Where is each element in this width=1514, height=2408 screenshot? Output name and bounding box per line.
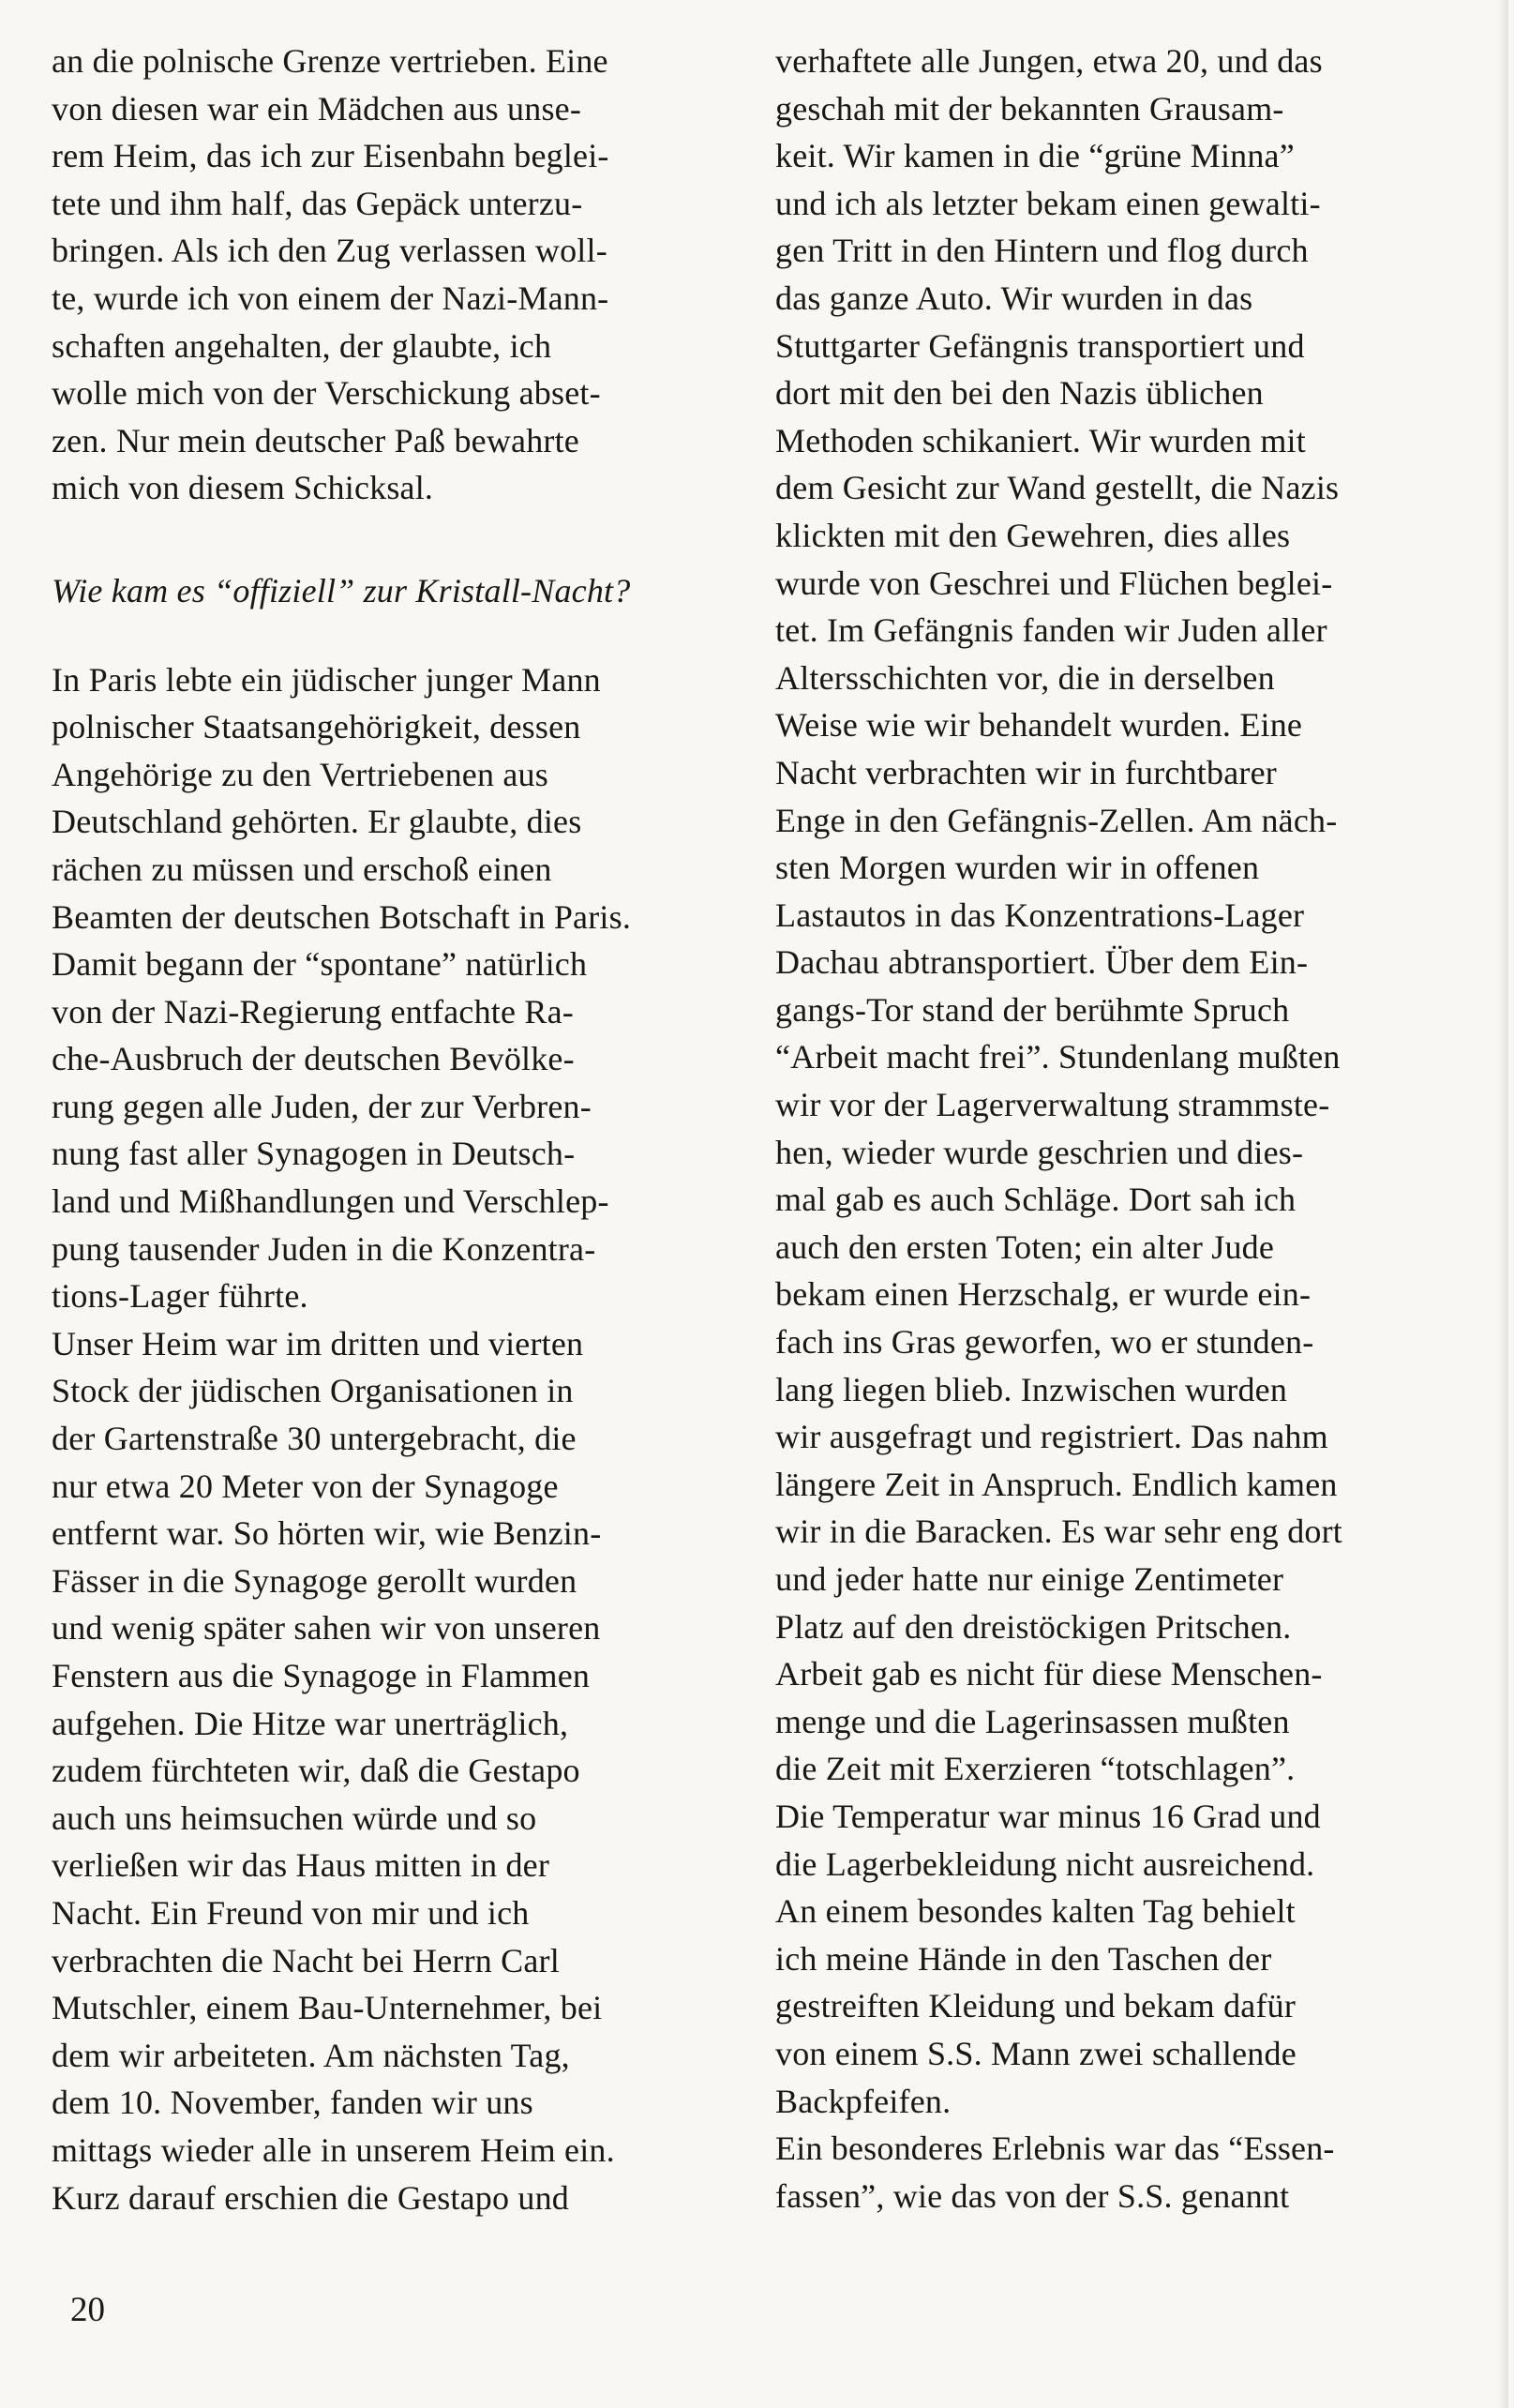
text-line: klickten mit den Gewehren, dies alles <box>775 516 1291 554</box>
text-line: verbrachten die Nacht bei Herrn Carl <box>52 1941 560 1979</box>
text-line: Arbeit gab es nicht für diese Menschen- <box>775 1655 1323 1693</box>
text-line: Enge in den Gefängnis-Zellen. Am näch- <box>775 801 1338 839</box>
text-line: dort mit den bei den Nazis üblichen <box>775 374 1264 413</box>
text-line: an die polnische Grenze vertrieben. Eine <box>52 42 608 80</box>
text-line: wir vor der Lagerverwaltung strammste- <box>775 1086 1330 1124</box>
page-number: 20 <box>70 2291 105 2329</box>
text-column-right <box>775 38 1434 2220</box>
text-line: wir in die Baracken. Es war sehr eng dort <box>775 1513 1342 1551</box>
text-line: rächen zu müssen und erschoß einen <box>52 850 552 888</box>
text-line: von einem S.S. Mann zwei schallende <box>775 2034 1297 2072</box>
text-line: mich von diesem Schicksal. <box>52 469 434 507</box>
text-line: Nacht verbrachten wir in furchtbarer <box>775 753 1277 791</box>
text-line: auch den ersten Toten; ein alter Jude <box>775 1227 1275 1266</box>
text-line: hen, wieder wurde geschrien und dies- <box>775 1133 1304 1171</box>
scan-edge-shadow <box>1497 0 1508 2408</box>
text-line: Beamten der deutschen Botschaft in Paris. <box>52 897 632 936</box>
text-line: mittags wieder alle in unserem Heim ein. <box>52 2130 615 2169</box>
paragraph <box>775 38 1434 2125</box>
text-line: Fässer in die Synagoge gerollt wurden <box>52 1561 577 1600</box>
text-line: Fenstern aus die Synagoge in Flammen <box>52 1657 591 1694</box>
text-line: Weise wie wir behandelt wurden. Eine <box>775 706 1303 745</box>
text-line: Dachau abtransportiert. Über dem Ein- <box>775 943 1309 982</box>
text-line: Backpfeifen. <box>775 2082 952 2120</box>
text-line: In Paris lebte ein jüdischer junger Mann <box>52 660 601 699</box>
text-line: tete und ihm half, das Gepäck unterzu- <box>52 184 583 222</box>
text-line: mal gab es auch Schläge. Dort sah ich <box>775 1181 1297 1219</box>
text-line: Mutschler, einem Bau-Unternehmer, bei <box>52 1989 603 2027</box>
text-line: fach ins Gras geworfen, wo er stunden- <box>775 1323 1314 1362</box>
text-line: das ganze Auto. Wir wurden in das <box>775 278 1253 317</box>
text-line: Kurz darauf erschien die Gestapo und <box>52 2178 569 2217</box>
text-line: Stock der jüdischen Organisationen in <box>52 1372 574 1410</box>
text-line: sten Morgen wurden wir in offenen <box>775 849 1260 887</box>
text-line: te, wurde ich von einem der Nazi-Mann- <box>52 278 609 317</box>
text-line: von diesen war ein Mädchen aus unse- <box>52 89 582 128</box>
text-line: Lastautos in das Konzentrations-Lager <box>775 895 1305 934</box>
text-line: lang liegen blieb. Inzwischen wurden <box>775 1370 1288 1408</box>
text-line: ich meine Hände in den Taschen der <box>775 1939 1272 1978</box>
text-line: dem Gesicht zur Wand gestellt, die Nazis <box>775 469 1340 507</box>
text-line: pung tausender Juden in die Konzentra- <box>52 1229 596 1268</box>
text-line: Unser Heim war im dritten und vierten <box>52 1324 584 1362</box>
text-line: zudem fürchteten wir, daß die Gestapo <box>52 1752 580 1790</box>
text-line: fassen”, wie das von der S.S. genannt <box>775 2176 1290 2215</box>
text-line: che-Ausbruch der deutschen Bevölke- <box>52 1040 575 1078</box>
text-line: wolle mich von der Verschickung abset- <box>52 374 601 413</box>
text-line: längere Zeit in Anspruch. Endlich kamen <box>775 1465 1338 1503</box>
text-line: die Lagerbekleidung nicht ausreichend. <box>775 1844 1315 1883</box>
text-line: “Arbeit macht frei”. Stundenlang mußten <box>775 1038 1341 1076</box>
text-line: entfernt war. So hörten wir, wie Benzin- <box>52 1514 602 1553</box>
text-line: nung fast aller Synagogen in Deutsch- <box>52 1135 576 1173</box>
text-line: und ich als letzter bekam einen gewalti- <box>775 184 1321 222</box>
text-line: aufgehen. Die Hitze war unerträglich, <box>52 1704 569 1742</box>
text-line: bekam einen Herzschalg, er wurde ein- <box>775 1275 1312 1314</box>
text-line: und jeder hatte nur einige Zentimeter <box>775 1560 1284 1598</box>
text-line: Damit begann der “spontane” natürlich <box>52 945 588 984</box>
text-line: land und Mißhandlungen und Verschlep- <box>52 1182 609 1221</box>
text-line: gen Tritt in den Hintern und flog durch <box>775 232 1309 270</box>
text-line: rung gegen alle Juden, der zur Verbren- <box>52 1087 592 1125</box>
paragraph <box>52 1320 710 2221</box>
text-line: geschah mit der bekannten Grausam- <box>775 89 1284 128</box>
text-line: dem wir arbeiteten. Am nächsten Tag, <box>52 2036 570 2074</box>
text-line: Deutschland gehörten. Er glaubte, dies <box>52 803 582 841</box>
text-line: gestreiften Kleidung und bekam dafür <box>775 1987 1297 2025</box>
text-line: auch uns heimsuchen würde und so <box>52 1798 537 1837</box>
paragraph <box>775 2125 1434 2220</box>
text-line: polnischer Staatsangehörigkeit, dessen <box>52 708 581 746</box>
text-line: dem 10. November, fanden wir uns <box>52 2084 533 2122</box>
text-line: Angehörige zu den Vertriebenen aus <box>52 755 548 793</box>
text-line: Platz auf den dreistöckigen Pritschen. <box>775 1607 1292 1646</box>
section-heading: Wie kam es “offiziell” zur Kristall-Nacht? <box>52 571 631 610</box>
text-line: Die Temperatur war minus 16 Grad und <box>775 1797 1321 1835</box>
text-line: An einem besondes kalten Tag behielt <box>775 1892 1296 1931</box>
text-line: Stuttgarter Gefängnis transportiert und <box>775 326 1305 365</box>
text-line: keit. Wir kamen in die “grüne Minna” <box>775 137 1295 175</box>
text-line: schaften angehalten, der glaubte, ich <box>52 326 552 365</box>
text-line: menge und die Lagerinsassen mußten <box>775 1702 1290 1740</box>
text-column-left <box>52 38 710 2221</box>
text-line: verhaftete alle Jungen, etwa 20, und das <box>775 42 1323 80</box>
text-line: Altersschichten vor, die in derselben <box>775 658 1275 697</box>
text-line: wurde von Geschrei und Flüchen beglei- <box>775 564 1333 602</box>
text-line: verließen wir das Haus mitten in der <box>52 1846 550 1885</box>
paragraph <box>52 38 710 512</box>
text-line: Methoden schikaniert. Wir wurden mit <box>775 421 1306 459</box>
text-line: tions-Lager führte. <box>52 1277 308 1316</box>
text-line: und wenig später sahen wir von unseren <box>52 1609 601 1648</box>
text-line: die Zeit mit Exerzieren “totschlagen”. <box>775 1750 1296 1788</box>
text-line: von der Nazi-Regierung entfachte Ra- <box>52 992 574 1031</box>
text-line: Nacht. Ein Freund von mir und ich <box>52 1893 530 1932</box>
text-line: rem Heim, das ich zur Eisenbahn beglei- <box>52 137 609 175</box>
paragraph <box>52 656 710 1320</box>
text-line: nur etwa 20 Meter von der Synagoge <box>52 1467 559 1505</box>
text-line: zen. Nur mein deutscher Paß bewahrte <box>52 421 579 459</box>
text-line: tet. Im Gefängnis fanden wir Juden aller <box>775 611 1327 650</box>
text-line: bringen. Als ich den Zug verlassen woll- <box>52 232 607 270</box>
text-line: Ein besonderes Erlebnis war das “Essen- <box>775 2130 1335 2168</box>
text-line: der Gartenstraße 30 untergebracht, die <box>52 1420 577 1458</box>
text-line: gangs-Tor stand der berühmte Spruch <box>775 990 1290 1029</box>
text-line: wir ausgefragt und registriert. Das nahm <box>775 1418 1328 1456</box>
